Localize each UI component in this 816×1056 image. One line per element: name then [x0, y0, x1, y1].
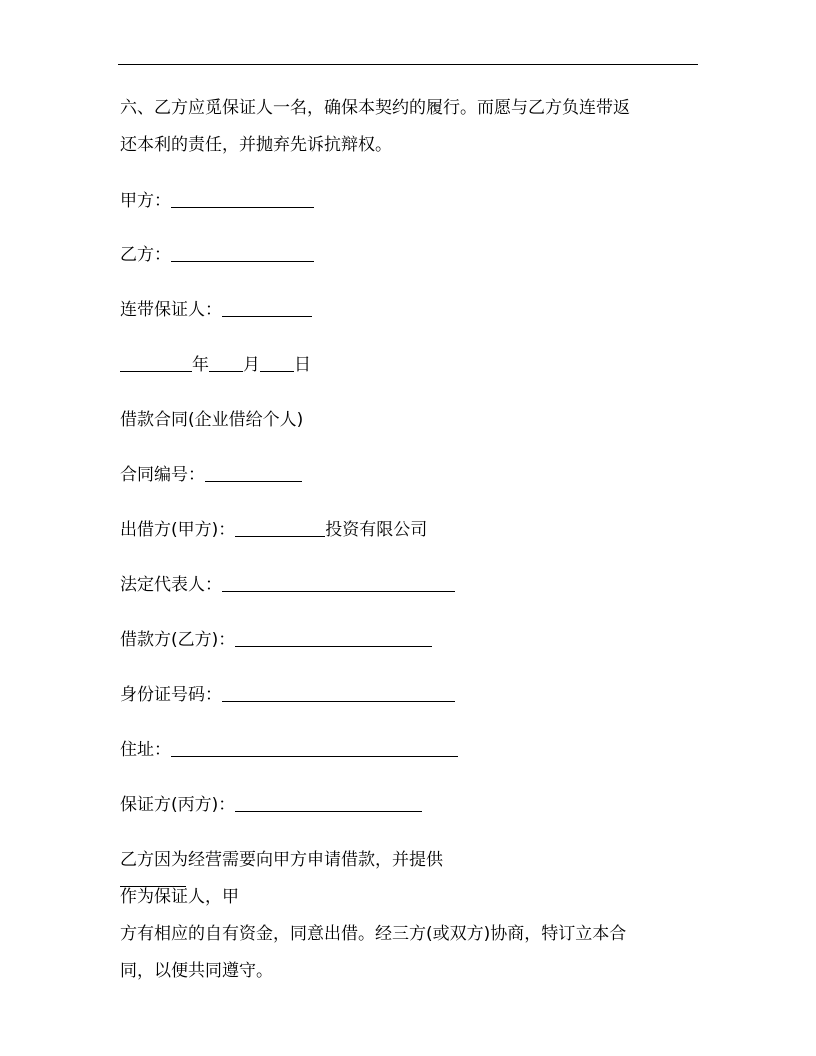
- section-six-line-1: 六、乙方应觅保证人一名，确保本契约的履行。而愿与乙方负连带返: [120, 98, 630, 118]
- contract-body-paragraph: [120, 850, 690, 981]
- address-line: [120, 740, 458, 760]
- legal-representative-label: 法定代表人：: [120, 575, 222, 595]
- lender-blank[interactable]: [235, 520, 325, 537]
- body-line-2: 方有相应的自有资金，同意出借。经三方(或双方)协商，特订立本合: [120, 924, 627, 944]
- party-b-label: 乙方：: [120, 245, 171, 265]
- body-line-1-prefix: 乙方因为经营需要向甲方申请借款，并提供: [120, 850, 443, 870]
- lender-suffix: 投资有限公司: [325, 520, 428, 540]
- joint-guarantor-label: 连带保证人：: [120, 300, 222, 320]
- borrower-line: [120, 630, 432, 650]
- date-line: [120, 355, 311, 375]
- contract-title: 借款合同(企业借给个人): [120, 410, 304, 430]
- date-day-blank[interactable]: [260, 355, 294, 372]
- lender-line: [120, 520, 427, 540]
- party-a-label: 甲方：: [120, 191, 171, 211]
- id-number-blank[interactable]: [222, 685, 455, 702]
- address-label: 住址：: [120, 740, 171, 760]
- body-line-1: [120, 850, 690, 907]
- guarantor-blank[interactable]: [235, 795, 422, 812]
- contract-number-line: [120, 465, 302, 485]
- header-rule: [118, 64, 698, 65]
- date-month-label: 月: [243, 355, 260, 375]
- contract-number-label: 合同编号：: [120, 465, 205, 485]
- id-number-label: 身份证号码：: [120, 685, 222, 705]
- section-six-line-2: 还本利的责任，并抛弃先诉抗辩权。: [120, 135, 392, 155]
- guarantor-label: 保证方(丙方)：: [120, 795, 236, 815]
- date-year-label: 年: [192, 355, 209, 375]
- borrower-label: 借款方(乙方)：: [120, 630, 236, 650]
- date-year-blank[interactable]: [120, 355, 192, 372]
- date-day-label: 日: [294, 355, 311, 375]
- lender-label: 出借方(甲方)：: [120, 520, 236, 540]
- id-number-line: [120, 685, 455, 705]
- contract-number-blank[interactable]: [205, 465, 302, 482]
- body-line-3: 同，以便共同遵守。: [120, 961, 273, 981]
- party-b-signature-line: [120, 245, 314, 265]
- legal-representative-line: [120, 575, 455, 595]
- party-b-blank[interactable]: [171, 245, 314, 262]
- date-month-blank[interactable]: [209, 355, 243, 372]
- joint-guarantor-signature-line: [120, 300, 312, 320]
- legal-representative-blank[interactable]: [222, 575, 455, 592]
- party-a-blank[interactable]: [171, 191, 314, 208]
- joint-guarantor-blank[interactable]: [222, 300, 312, 317]
- body-line-1-suffix: 作为保证人，甲: [120, 887, 239, 907]
- borrower-blank[interactable]: [235, 630, 432, 647]
- body-guarantor-blank[interactable]: [120, 870, 186, 887]
- section-six-paragraph: [120, 98, 690, 155]
- guarantor-line: [120, 795, 422, 815]
- party-a-signature-line: [120, 191, 314, 211]
- address-blank[interactable]: [171, 740, 458, 757]
